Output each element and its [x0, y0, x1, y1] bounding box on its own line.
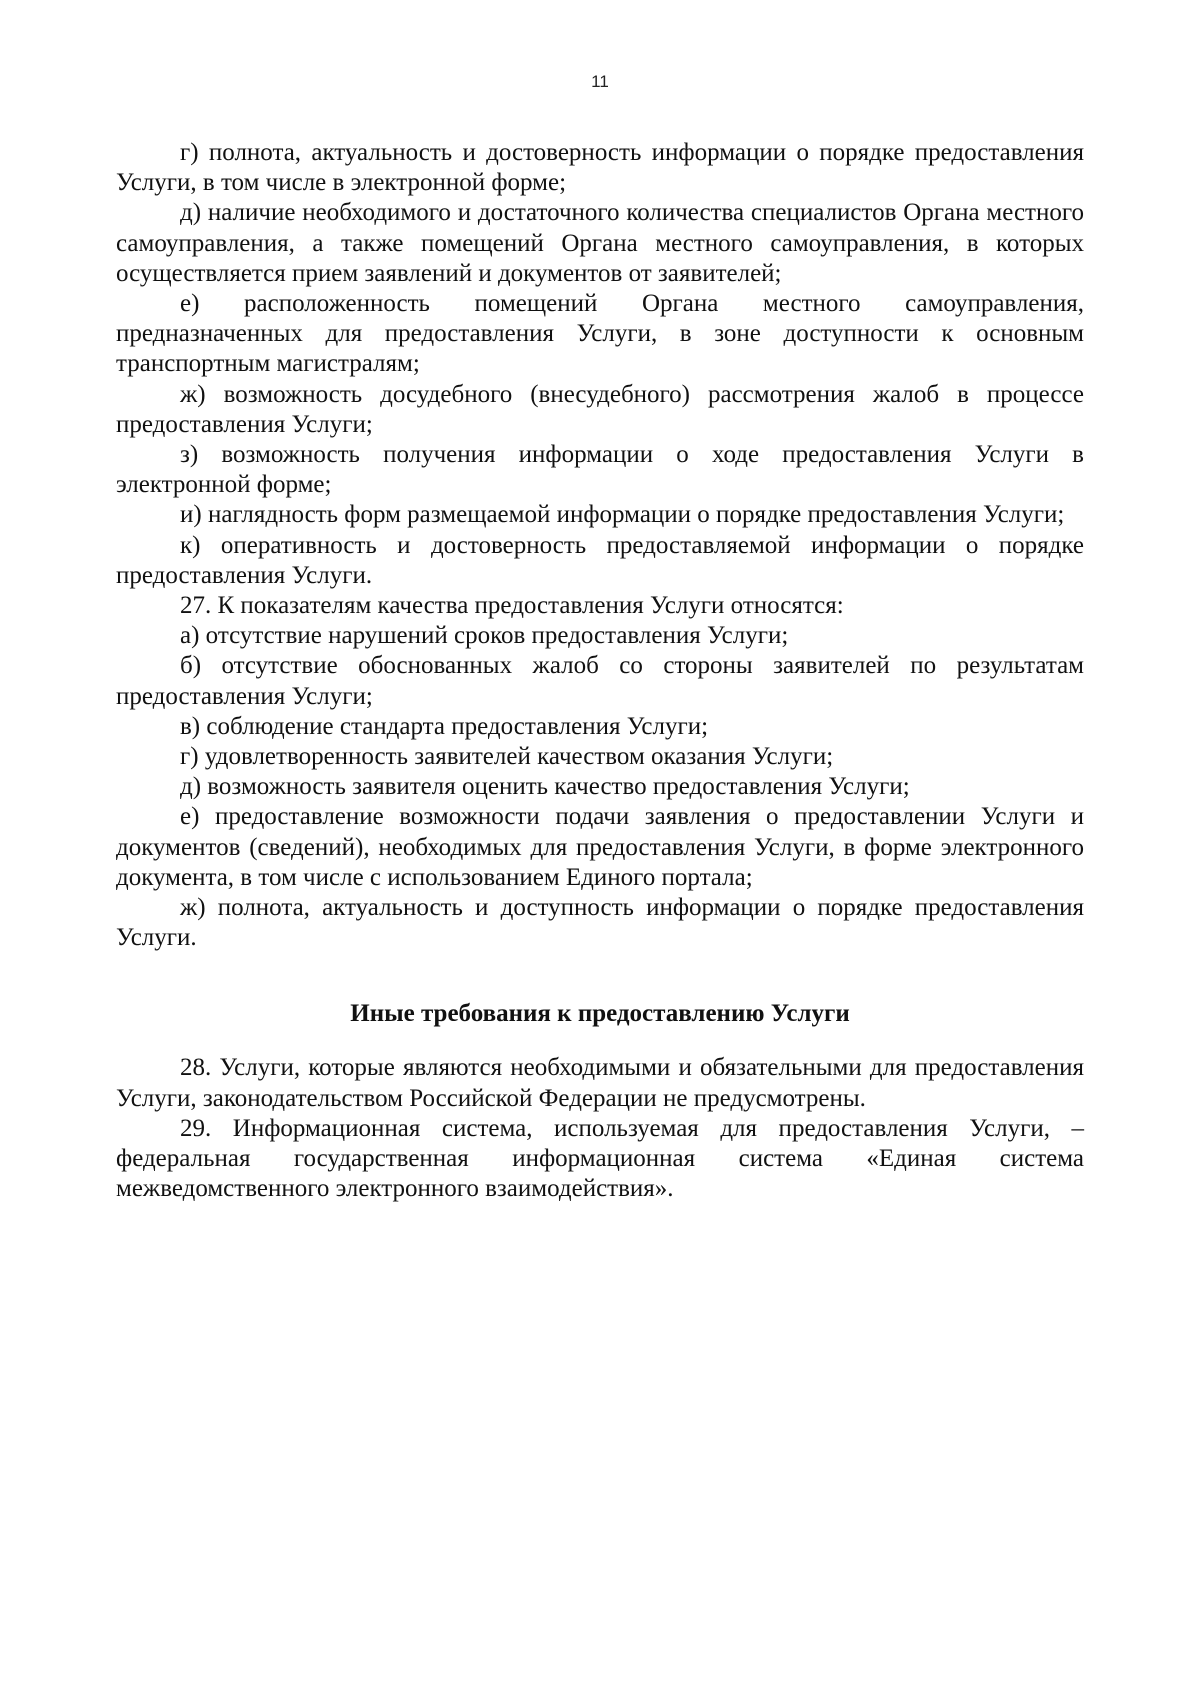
paragraph-29-information-system: 29. Информационная система, используемая для предоставления Услуги, – федеральная государственная информационная система «Единая система межведомственного электронного взаимодействия». [116, 1114, 1084, 1203]
paragraph-zh-appeal: ж) возможность досудебного (внесудебного) рассмотрения жалоб в процессе предоставления Услуги; [116, 380, 1084, 438]
document-body [116, 138, 1084, 1205]
paragraph-e-electronic-submission: е) предоставление возможности подачи заявления о предоставлении Услуги и документов (сведений), необходимых для предоставления Услуги, в форме электронного документа, в том числе с использованием Единого портала; [116, 803, 1084, 891]
paragraph-a-no-violations: а) отсутствие нарушений сроков предоставления Услуги; [180, 622, 789, 650]
paragraph-b-no-complaints: б) отсутствие обоснованных жалоб со стороны заявителей по результатам предоставления Услуги; [116, 652, 1084, 710]
paragraph-k-promptness: к) оперативность и достоверность предоставляемой информации о порядке предоставления Услуги. [116, 531, 1084, 589]
paragraph-d-specialists: д) наличие необходимого и достаточного количества специалистов Органа местного самоуправления, а также помещений Органа местного самоуправления, в которых осуществляется прием заявлений и документов от заявителей; [116, 199, 1084, 287]
paragraph-zh-availability: ж) полнота, актуальность и доступность информации о порядке предоставления Услуги. [116, 894, 1084, 952]
paragraph-27-quality-indicators: 27. К показателям качества предоставления Услуги относятся: [180, 592, 844, 620]
paragraph-g-satisfaction: г) удовлетворенность заявителей качеством оказания Услуги; [180, 743, 834, 771]
paragraph-i-clarity: и) наглядность форм размещаемой информации о порядке предоставления Услуги; [180, 501, 1065, 529]
paragraph-z-progress-info: з) возможность получения информации о ходе предоставления Услуги в электронной форме; [116, 441, 1084, 499]
page-number: 11 [591, 72, 609, 91]
paragraph-d-evaluation: д) возможность заявителя оценить качество предоставления Услуги; [180, 773, 910, 801]
paragraph-e-location: е) расположенность помещений Органа местного самоуправления, предназначенных для предоставления Услуги, в зоне доступности к основным транспортным магистралям; [116, 290, 1084, 378]
paragraph-v-standard: в) соблюдение стандарта предоставления Услуги; [180, 712, 709, 740]
section-heading: Иные требования к предоставлению Услуги [350, 1000, 850, 1028]
paragraph-g-completeness: г) полнота, актуальность и достоверность информации о порядке предоставления Услуги, в том числе в электронной форме; [116, 139, 1084, 197]
paragraph-28-required-services: 28. Услуги, которые являются необходимыми и обязательными для предоставления Услуги, законодательством Российской Федерации не предусмотрены. [116, 1054, 1084, 1112]
